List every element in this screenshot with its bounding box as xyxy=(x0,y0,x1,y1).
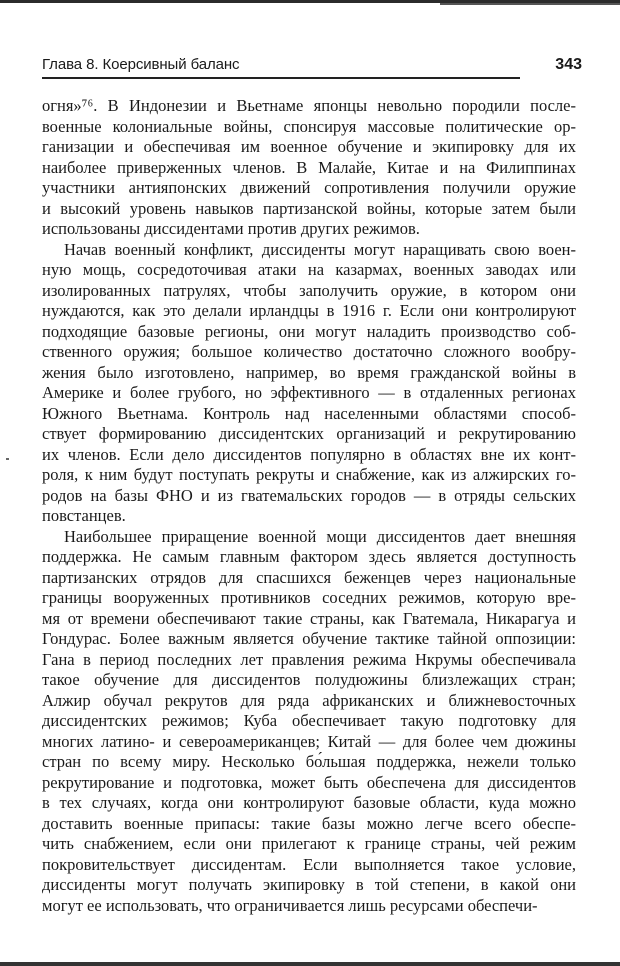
text-line: их членов. Если дело диссидентов популярно в областях вне их конт- xyxy=(42,444,576,464)
text-line: Алжир обучал рекрутов для ряда африканских и ближневосточных xyxy=(42,690,576,710)
page-bottom-edge xyxy=(0,962,620,966)
text-line: родов на базы ФНО и из гватемальских городов — в отряды сельских xyxy=(42,485,576,505)
text-line: Гана в период последних лет правления режима Нкрумы обеспечивала xyxy=(42,649,576,669)
text-line: многих латино- и североамериканцев; Китай — для более чем дюжины xyxy=(42,731,576,751)
paragraph xyxy=(42,527,576,917)
chapter-title: Глава 8. Коерсивный баланс xyxy=(42,56,240,73)
text-line: наиболее приверженных членов. В Малайе, Китае и на Филиппинах xyxy=(42,157,576,177)
text-line: границы вооруженных противников соседних режимов, которую вре- xyxy=(42,588,576,607)
paragraph xyxy=(42,240,576,527)
text-line: огня»⁷⁶. В Индонезии и Вьетнаме японцы невольно породили после- xyxy=(42,96,576,115)
text-line: в тех случаях, когда они контролируют базовые области, куда можно xyxy=(42,793,576,812)
text-line: ственного оружия; большое количество достаточно сложного вообру- xyxy=(42,342,576,361)
text-line: поддержка. Не самым главным фактором здесь является доступность xyxy=(42,547,576,566)
text-line: могут ее использовать, что ограничивается лишь ресурсами обеспечи- xyxy=(42,895,538,915)
text-line: военные колониальные войны, спонсируя массовые политические ор- xyxy=(42,116,576,136)
text-line: ганизации и обеспечивая им военное обучение и экипировку для их xyxy=(42,137,576,156)
header-rule xyxy=(42,77,520,79)
text-line: участники антияпонских движений сопротивления получили оружие xyxy=(42,178,576,197)
running-header xyxy=(42,56,582,80)
text-line: ствует формированию диссидентских организаций и рекрутированию xyxy=(42,424,576,443)
text-line: диссидентских режимов; Куба обеспечивает такую подготовку для xyxy=(42,711,576,730)
text-line: диссиденты могут получать экипировку в той степени, в какой они xyxy=(42,875,576,894)
page-number: 343 xyxy=(555,56,582,73)
text-line: изолированных патрулях, чтобы заполучить оружие, в котором они xyxy=(42,280,576,300)
text-line: стран по всему миру. Несколько бо́льшая поддержка, нежели только xyxy=(42,752,576,771)
text-line: Наибольшее приращение военной мощи диссидентов дает внешняя xyxy=(64,526,576,546)
text-line: Гондурас. Более важным является обучение тактике тайной оппозиции: xyxy=(42,629,576,648)
text-line: Америке и более грубого, но эффективного — в отдаленных регионах xyxy=(42,383,576,402)
text-line: Южного Вьетнама. Контроль над населенными областями способ- xyxy=(42,403,576,423)
text-line: ную мощь, сосредоточивая атаки на казармах, военных заводах или xyxy=(42,260,576,279)
text-line: Начав военный конфликт, диссиденты могут наращивать свою воен- xyxy=(64,239,576,259)
paragraph xyxy=(42,96,576,240)
body-text xyxy=(42,96,576,916)
margin-mark xyxy=(6,458,9,460)
text-line: партизанских отрядов для спасшихся беженцев через национальные xyxy=(42,567,576,587)
text-line: рекрутирование и подготовка, может быть обеспечена для диссидентов xyxy=(42,772,576,792)
text-line: и высокий уровень навыков партизанской войны, которые затем были xyxy=(42,198,576,218)
text-line: чить снабжением, если они прилегают к границе страны, чей режим xyxy=(42,834,576,853)
text-line: покровительствует диссидентам. Если выполняется такое условие, xyxy=(42,854,576,874)
text-line: жения было изготовлено, например, во время гражданской войны в xyxy=(42,362,576,382)
text-line: мя от времени обеспечивают такие страны, как Гватемала, Никарагуа и xyxy=(42,608,576,628)
text-line: использованы диссидентами против других режимов. xyxy=(42,219,420,238)
text-line: нуждаются, как это делали ирландцы в 1916 г. Если они контролируют xyxy=(42,301,576,320)
text-line: доставить военные припасы: такие базы можно легче всего обеспе- xyxy=(42,813,576,833)
text-line: такое обучение для диссидентов полудюжины близлежащих стран; xyxy=(42,670,576,689)
page-top-edge-shadow xyxy=(440,3,620,5)
text-line: роля, к ним будут поступать рекруты и снабжение, как из алжирских го- xyxy=(42,465,576,484)
text-line: повстанцев. xyxy=(42,506,126,525)
text-line: подходящие базовые регионы, они могут наладить производство соб- xyxy=(42,321,576,341)
